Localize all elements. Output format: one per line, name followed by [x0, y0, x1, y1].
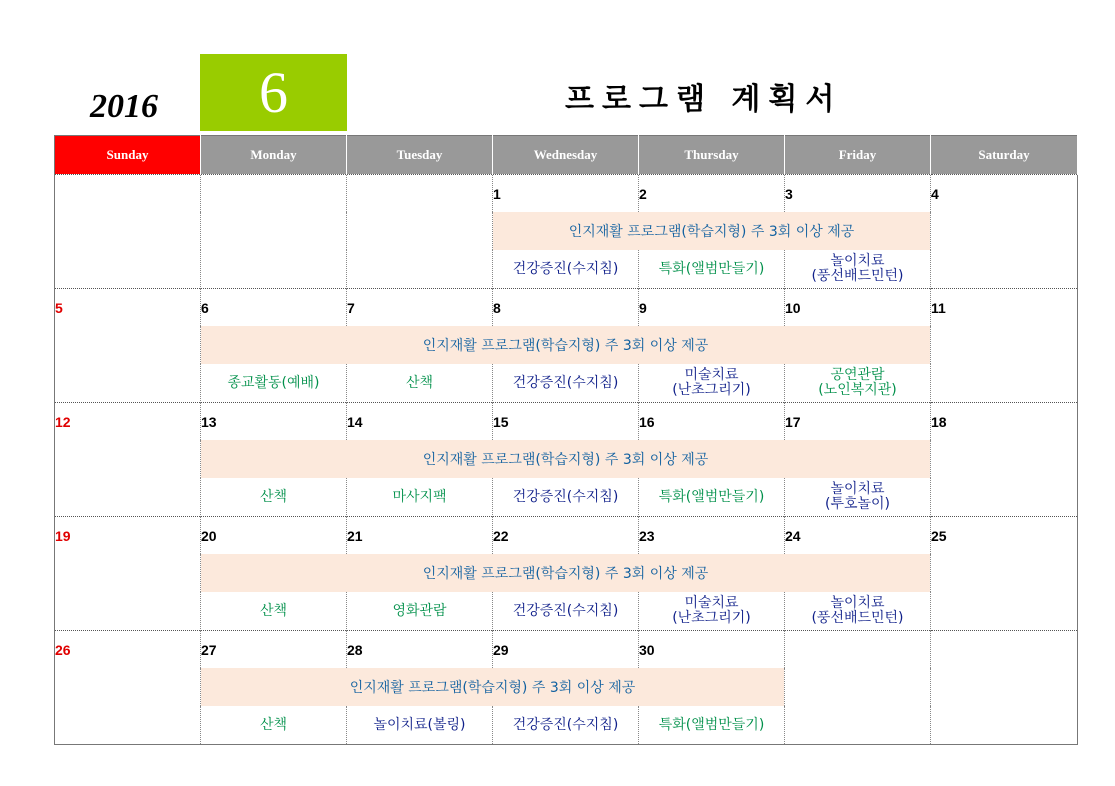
empty-cell [931, 250, 1078, 289]
activity-cell: 영화관람 [347, 592, 493, 631]
date-number: 18 [931, 403, 1078, 441]
week-1-activities [55, 250, 1078, 289]
activity-cell: 특화(앨범만들기) [639, 706, 785, 745]
page-title: 프로그램 계획서 [565, 82, 843, 117]
date-number: 19 [55, 517, 201, 555]
week-4-activities [55, 592, 1078, 631]
empty-cell [55, 478, 201, 517]
empty-cell [55, 668, 201, 706]
empty-cell [201, 250, 347, 289]
date-number: 22 [493, 517, 639, 555]
activity-cell: 마사지팩 [347, 478, 493, 517]
week-4-dates [55, 517, 1078, 555]
activity-cell: 놀이치료 (풍선배드민턴) [785, 592, 931, 631]
date-number: 14 [347, 403, 493, 441]
empty-cell [931, 364, 1078, 403]
week-3-program [55, 440, 1078, 478]
header-thursday: Thursday [639, 136, 785, 175]
empty-cell [55, 326, 201, 364]
date-number: 24 [785, 517, 931, 555]
week-3-activities [55, 478, 1078, 517]
activity-cell: 미술치료 (난초그리기) [639, 592, 785, 631]
header-friday: Friday [785, 136, 931, 175]
date-number: 7 [347, 289, 493, 327]
empty-cell [201, 212, 347, 250]
empty-cell [931, 668, 1078, 706]
date-number [201, 175, 347, 213]
date-number: 11 [931, 289, 1078, 327]
empty-cell [931, 212, 1078, 250]
date-number: 25 [931, 517, 1078, 555]
empty-cell [785, 706, 931, 745]
week-5-program [55, 668, 1078, 706]
program-band: 인지재활 프로그램(학습지형) 주 3회 이상 제공 [201, 554, 931, 592]
empty-cell [55, 592, 201, 631]
activity-cell: 건강증진(수지침) [493, 478, 639, 517]
date-number: 12 [55, 403, 201, 441]
date-number: 23 [639, 517, 785, 555]
activity-cell: 미술치료 (난초그리기) [639, 364, 785, 403]
empty-cell [785, 668, 931, 706]
header-wednesday: Wednesday [493, 136, 639, 175]
date-number: 1 [493, 175, 639, 213]
weekday-header-row [55, 136, 1078, 175]
date-number: 28 [347, 631, 493, 669]
empty-cell [55, 554, 201, 592]
empty-cell [55, 440, 201, 478]
date-number: 16 [639, 403, 785, 441]
empty-cell [931, 440, 1078, 478]
empty-cell [931, 706, 1078, 745]
date-number: 29 [493, 631, 639, 669]
week-5-activities [55, 706, 1078, 745]
week-2-program [55, 326, 1078, 364]
date-number: 6 [201, 289, 347, 327]
date-number [785, 631, 931, 669]
activity-cell: 산책 [347, 364, 493, 403]
week-3-dates [55, 403, 1078, 441]
activity-cell: 산책 [201, 592, 347, 631]
week-2-dates [55, 289, 1078, 327]
activity-cell: 특화(앨범만들기) [639, 250, 785, 289]
date-number: 30 [639, 631, 785, 669]
activity-cell: 놀이치료(볼링) [347, 706, 493, 745]
activity-cell: 건강증진(수지침) [493, 364, 639, 403]
header-monday: Monday [201, 136, 347, 175]
activity-cell: 특화(앨범만들기) [639, 478, 785, 517]
empty-cell [347, 212, 493, 250]
date-number: 4 [931, 175, 1078, 213]
date-number: 21 [347, 517, 493, 555]
date-number [55, 175, 201, 213]
empty-cell [55, 212, 201, 250]
date-number: 2 [639, 175, 785, 213]
month-number: 6 [259, 59, 288, 125]
year-label: 2016 [90, 88, 158, 125]
activity-cell: 종교활동(예배) [201, 364, 347, 403]
week-4-program [55, 554, 1078, 592]
date-number: 20 [201, 517, 347, 555]
date-number: 17 [785, 403, 931, 441]
activity-cell: 공연관람 (노인복지관) [785, 364, 931, 403]
activity-cell: 놀이치료 (풍선배드민턴) [785, 250, 931, 289]
date-number: 9 [639, 289, 785, 327]
date-number: 3 [785, 175, 931, 213]
date-number: 13 [201, 403, 347, 441]
activity-cell: 건강증진(수지침) [493, 250, 639, 289]
header-sunday: Sunday [55, 136, 201, 175]
week-5-dates [55, 631, 1078, 669]
empty-cell [55, 364, 201, 403]
program-band: 인지재활 프로그램(학습지형) 주 3회 이상 제공 [201, 440, 931, 478]
header-saturday: Saturday [931, 136, 1078, 175]
program-band: 인지재활 프로그램(학습지형) 주 3회 이상 제공 [493, 212, 931, 250]
activity-cell: 건강증진(수지침) [493, 706, 639, 745]
date-number: 26 [55, 631, 201, 669]
date-number: 27 [201, 631, 347, 669]
activity-cell: 산책 [201, 706, 347, 745]
date-number: 8 [493, 289, 639, 327]
empty-cell [347, 250, 493, 289]
month-badge [200, 54, 347, 131]
week-2-activities [55, 364, 1078, 403]
empty-cell [931, 554, 1078, 592]
date-number: 5 [55, 289, 201, 327]
empty-cell [931, 592, 1078, 631]
calendar-table [54, 135, 1078, 745]
program-band: 인지재활 프로그램(학습지형) 주 3회 이상 제공 [201, 326, 931, 364]
date-number [931, 631, 1078, 669]
program-band: 인지재활 프로그램(학습지형) 주 3회 이상 제공 [201, 668, 785, 706]
empty-cell [55, 706, 201, 745]
date-number: 15 [493, 403, 639, 441]
empty-cell [55, 250, 201, 289]
activity-cell: 건강증진(수지침) [493, 592, 639, 631]
empty-cell [931, 326, 1078, 364]
activity-cell: 산책 [201, 478, 347, 517]
header-tuesday: Tuesday [347, 136, 493, 175]
activity-cell: 놀이치료 (투호놀이) [785, 478, 931, 517]
week-1-dates [55, 175, 1078, 213]
date-number [347, 175, 493, 213]
date-number: 10 [785, 289, 931, 327]
week-1-program [55, 212, 1078, 250]
empty-cell [931, 478, 1078, 517]
